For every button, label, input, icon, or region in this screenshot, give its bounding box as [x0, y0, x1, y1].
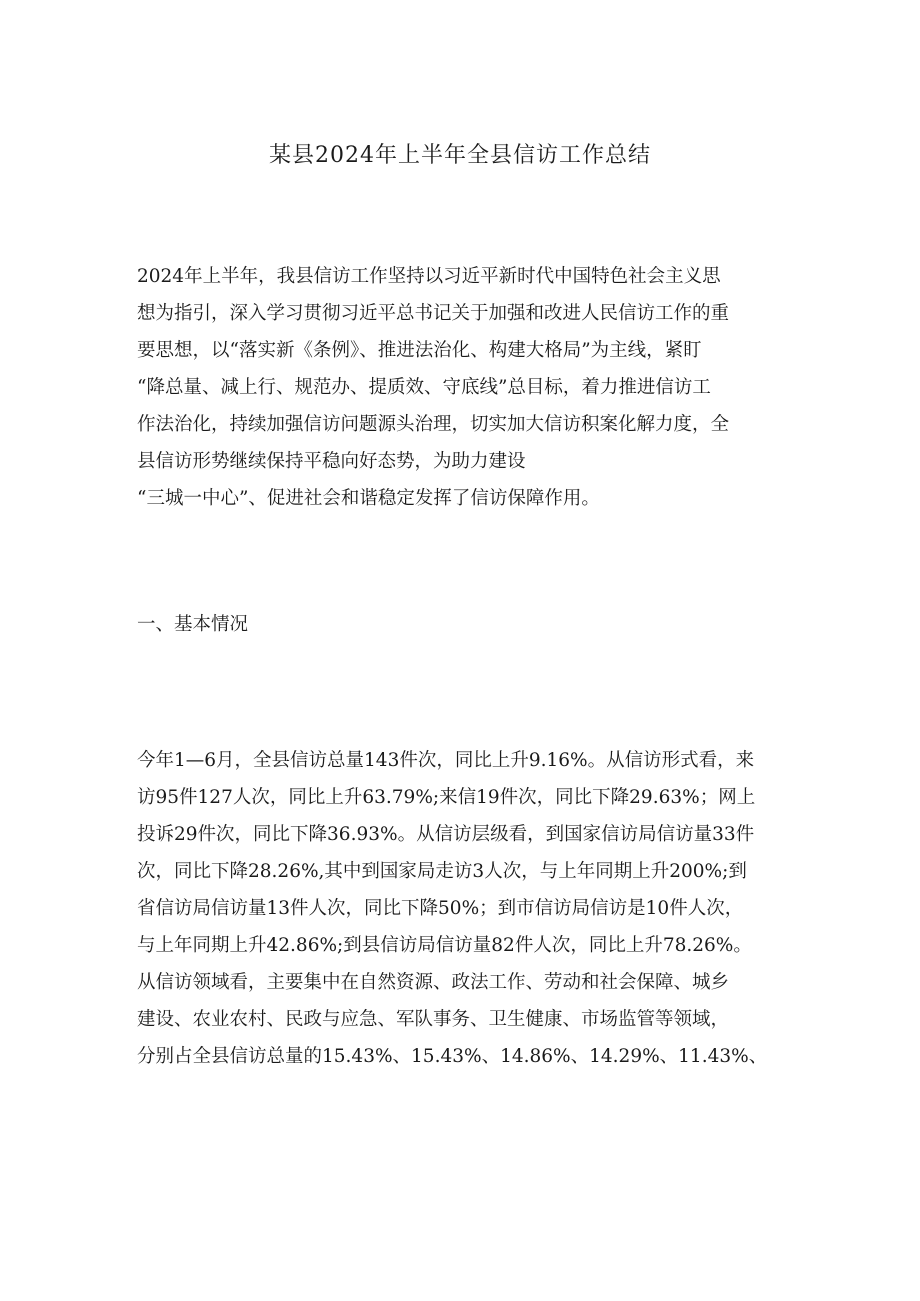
intro-line-5: 作法治化，持续加强信访问题源头治理，切实加大信访积案化解力度，全	[137, 414, 730, 435]
section1-line-7: 从信访领域看，主要集中在自然资源、政法工作、劳动和社会保障、城乡	[137, 972, 730, 993]
section1-line-4: 次，同比下降28.26%,其中到国家局走访3人次，与上年同期上升200%;到	[137, 861, 747, 882]
intro-line-7: “三城一中心”、促进社会和谐稳定发挥了信访保障作用。	[137, 488, 600, 509]
intro-line-3: 要思想，以“落实新《条例》、推进法治化、构建大格局”为主线，紧盯	[137, 340, 702, 361]
intro-line-6: 县信访形势继续保持平稳向好态势，为助力建设	[137, 451, 526, 472]
intro-line-1: 2024年上半年，我县信访工作坚持以习近平新时代中国特色社会主义思	[137, 266, 721, 287]
intro-line-2: 想为指引，深入学习贯彻习近平总书记关于加强和改进人民信访工作的重	[137, 303, 730, 324]
section1-line-6: 与上年同期上升42.86%;到县信访局信访量82件人次，同比上升78.26%。	[137, 935, 752, 956]
section-heading-basic-situation: 一、基本情况	[137, 614, 249, 635]
section1-line-3: 投诉29件次，同比下降36.93%。从信访层级看，到国家信访局信访量33件	[137, 824, 755, 845]
document-title: 某县2024年上半年全县信访工作总结	[269, 143, 651, 168]
section1-line-5: 省信访局信访量13件人次，同比下降50%；到市信访局信访是10件人次，	[137, 898, 744, 919]
section1-line-2: 访95件127人次，同比上升63.79%;来信19件次，同比下降29.63%；网上	[137, 787, 756, 808]
section1-line-1: 今年1—6月，全县信访总量143件次，同比上升9.16%。从信访形式看，来	[137, 750, 755, 771]
section1-line-8: 建设、农业农村、民政与应急、军队事务、卫生健康、市场监管等领域，	[137, 1009, 730, 1030]
intro-line-4: “降总量、减上行、规范办、提质效、守底线”总目标，着力推进信访工	[137, 377, 711, 398]
section1-line-9: 分别占全县信访总量的15.43%、15.43%、14.86%、14.29%、11.43%、	[137, 1046, 768, 1067]
